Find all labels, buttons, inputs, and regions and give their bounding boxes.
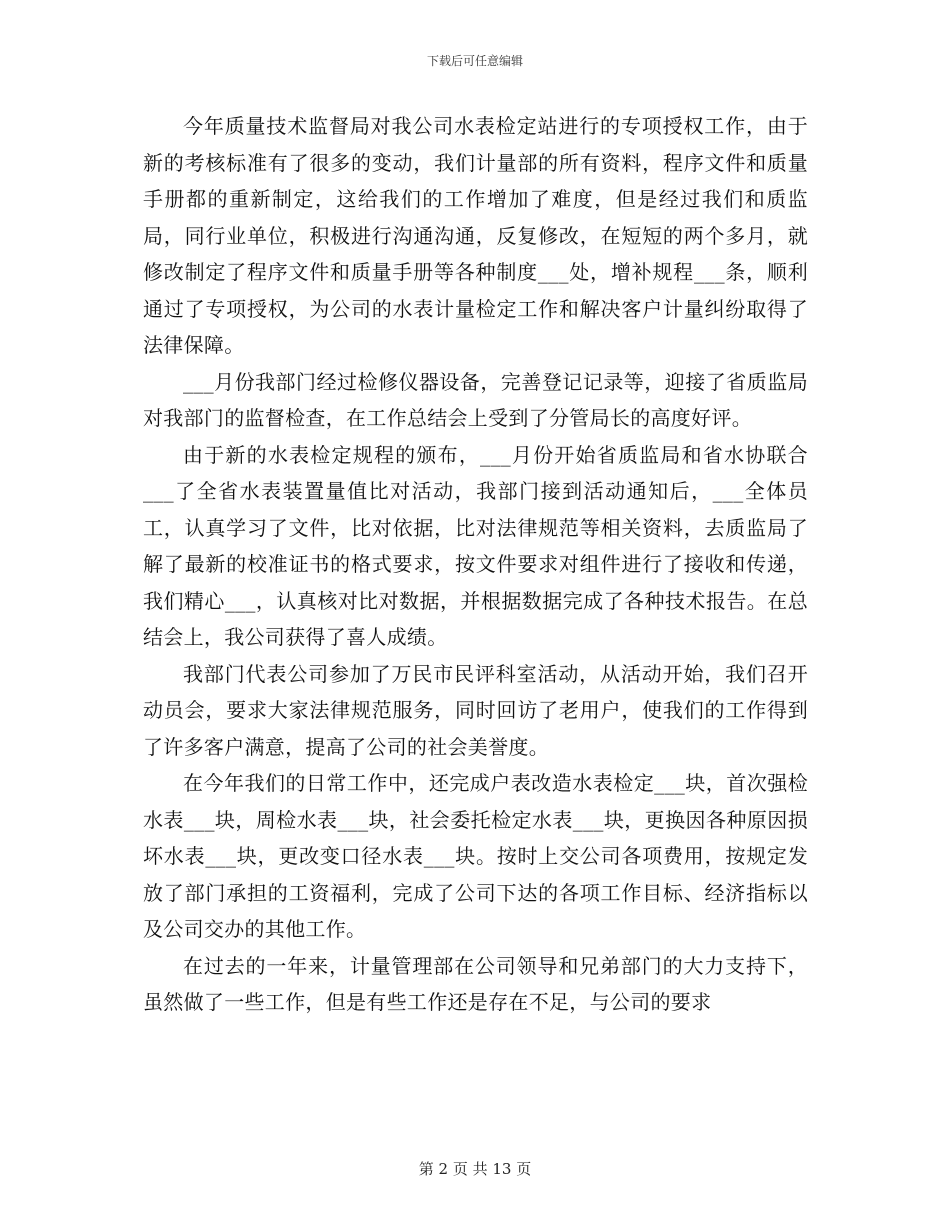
page-header-note: 下载后可任意编辑: [426, 54, 523, 68]
paragraph-daily-work: 在今年我们的日常工作中，还完成户表改造水表检定___块，首次强检水表___块，周检水表___块，社会委托检定水表___块，更换因各种原因损坏水表___块，更改变口径水表___块。按时上交公司各项费用，按规定发放了部门承担的工资福利，完成了公司下达的各项工作目标、经济指标以及公司交办的其他工作。: [143, 771, 808, 941]
page-number-footer: 第 2 页 共 13 页: [418, 1160, 532, 1178]
document-body: [143, 108, 808, 1021]
paragraph-comparison-activity: 由于新的水表检定规程的颁布，___月份开始省质监局和省水协联合___了全省水表装置量值比对活动，我部门接到活动通知后，___全体员工，认真学习了文件，比对依据，比对法律规范等相关资料，去质监局了解了最新的校准证书的格式要求，按文件要求对组件进行了接收和传递，我们精心___，认真核对比对数据，并根据数据完成了各种技术报告。在总结会上，我公司获得了喜人成绩。: [143, 442, 808, 649]
paragraph-public-evaluation: 我部门代表公司参加了万民市民评科室活动，从活动开始，我们召开动员会，要求大家法律规范服务，同时回访了老用户，使我们的工作得到了许多客户满意，提高了公司的社会美誉度。: [143, 661, 808, 759]
paragraph-shortcomings: 在过去的一年来，计量管理部在公司领导和兄弟部门的大力支持下，虽然做了一些工作，但是有些工作还是存在不足，与公司的要求: [143, 953, 808, 1014]
paragraph-inspection: ___月份我部门经过检修仪器设备，完善登记记录等，迎接了省质监局对我部门的监督检查，在工作总结会上受到了分管局长的高度好评。: [143, 369, 808, 430]
paragraph-authorization: 今年质量技术监督局对我公司水表检定站进行的专项授权工作，由于新的考核标准有了很多的变动，我们计量部的所有资料，程序文件和质量手册都的重新制定，这给我们的工作增加了难度，但是经过我们和质监局，同行业单位，积极进行沟通沟通，反复修改，在短短的两个多月，就修改制定了程序文件和质量手册等各种制度___处，增补规程___条，顺利通过了专项授权，为公司的水表计量检定工作和解决客户计量纠纷取得了法律保障。: [143, 114, 808, 357]
